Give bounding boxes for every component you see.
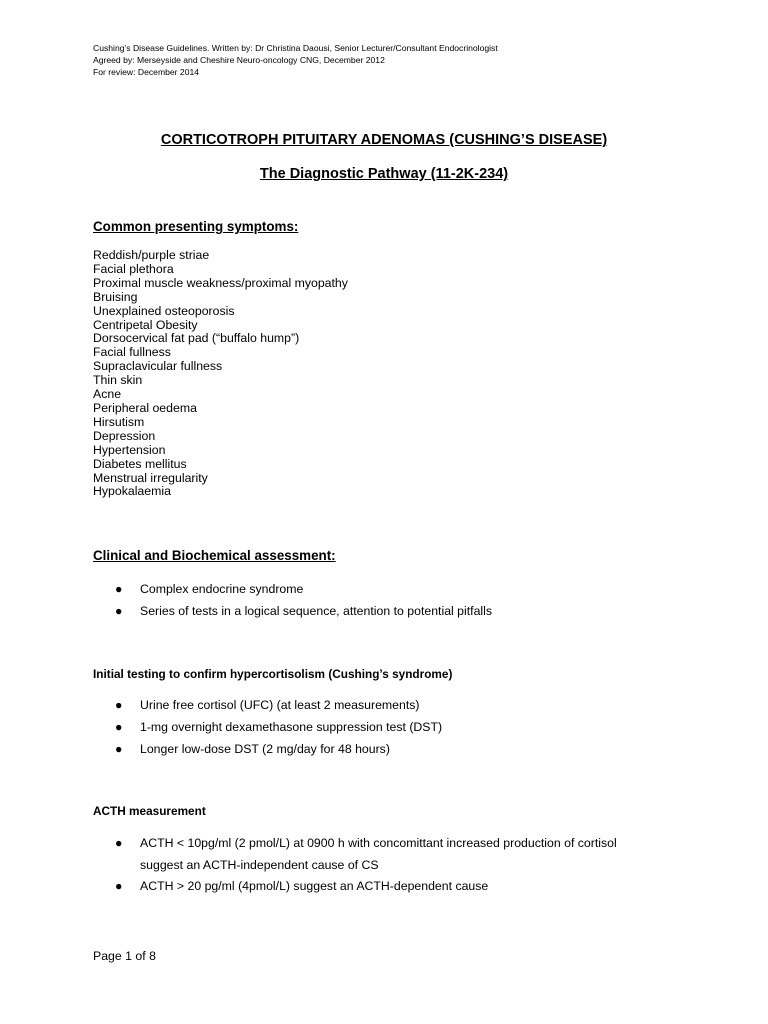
list-item-text: Complex endocrine syndrome [140, 582, 304, 596]
clinical-bullet-list [115, 581, 660, 625]
bullet-icon: ● [115, 698, 123, 712]
bullet-icon: ● [115, 879, 123, 893]
list-item: Reddish/purple striae [93, 248, 210, 262]
list-item [115, 833, 660, 876]
bullet-icon: ● [115, 720, 123, 734]
list-item: Hirsutism [93, 414, 145, 429]
list-item: Unexplained osteoporosis [93, 303, 235, 318]
list-item-text: 1-mg overnight dexamethasone suppression test (DST) [140, 720, 443, 734]
list-item: Centripetal Obesity [93, 317, 198, 332]
section-heading-symptoms: Common presenting symptoms: [93, 219, 299, 234]
list-item: Facial fullness [93, 345, 171, 360]
header-line-authorship: Cushing’s Disease Guidelines. Written by: Dr Christina Daousi, Senior Lecturer/Consultant Endocrinologist [93, 43, 498, 53]
list-item: Hypertension [93, 442, 166, 457]
list-item: Proximal muscle weakness/proximal myopathy [93, 275, 348, 290]
bullet-icon: ● [115, 582, 123, 596]
acth-bullet-list [115, 833, 660, 898]
list-item: Acne [93, 387, 122, 402]
list-item [115, 581, 660, 603]
bullet-icon: ● [115, 742, 123, 756]
list-item [115, 697, 660, 719]
list-item: Depression [93, 428, 156, 443]
document-title: CORTICOTROPH PITUITARY ADENOMAS (CUSHING’S DISEASE) [160, 132, 608, 148]
list-item: Supraclavicular fullness [93, 359, 223, 374]
list-item: Menstrual irregularity [93, 470, 208, 485]
page-number-footer: Page 1 of 8 [93, 949, 156, 963]
list-item [115, 876, 660, 898]
symptoms-list [93, 249, 348, 499]
bullet-icon: ● [115, 836, 123, 850]
list-item-text: ACTH > 20 pg/ml (4pmol/L) suggest an ACTH-dependent cause [140, 879, 489, 893]
list-item: Facial plethora [93, 261, 174, 276]
section-heading-clinical: Clinical and Biochemical assessment: [93, 548, 336, 563]
header-line-review: For review: December 2014 [93, 67, 200, 77]
list-item [115, 741, 660, 763]
subheading-initial-testing: Initial testing to confirm hypercortisolism (Cushing’s syndrome) [93, 667, 453, 681]
list-item: Peripheral oedema [93, 400, 197, 415]
list-item: Dorsocervical fat pad (“buffalo hump”) [93, 331, 300, 346]
list-item-text: ACTH < 10pg/ml (2 pmol/L) at 0900 h with concomittant increased production of cortisol suggest an ACTH-independent cause of CS [140, 836, 617, 872]
document-subtitle: The Diagnostic Pathway (11-2K-234) [259, 166, 509, 182]
list-item: Thin skin [93, 373, 143, 388]
bullet-icon: ● [115, 604, 123, 618]
list-item: Diabetes mellitus [93, 456, 187, 471]
list-item: Hypokalaemia [93, 484, 171, 499]
initial-testing-bullet-list [115, 697, 660, 763]
list-item-text: Series of tests in a logical sequence, attention to potential pitfalls [140, 604, 493, 618]
document-header [93, 42, 498, 78]
subheading-acth-measurement: ACTH measurement [93, 804, 206, 818]
header-line-agreement: Agreed by: Merseyside and Cheshire Neuro-oncology CNG, December 2012 [93, 55, 385, 65]
list-item: Bruising [93, 289, 138, 304]
list-item [115, 719, 660, 741]
list-item [115, 603, 660, 625]
list-item-text: Longer low-dose DST (2 mg/day for 48 hours) [140, 742, 390, 756]
list-item-text: Urine free cortisol (UFC) (at least 2 measurements) [140, 698, 420, 712]
